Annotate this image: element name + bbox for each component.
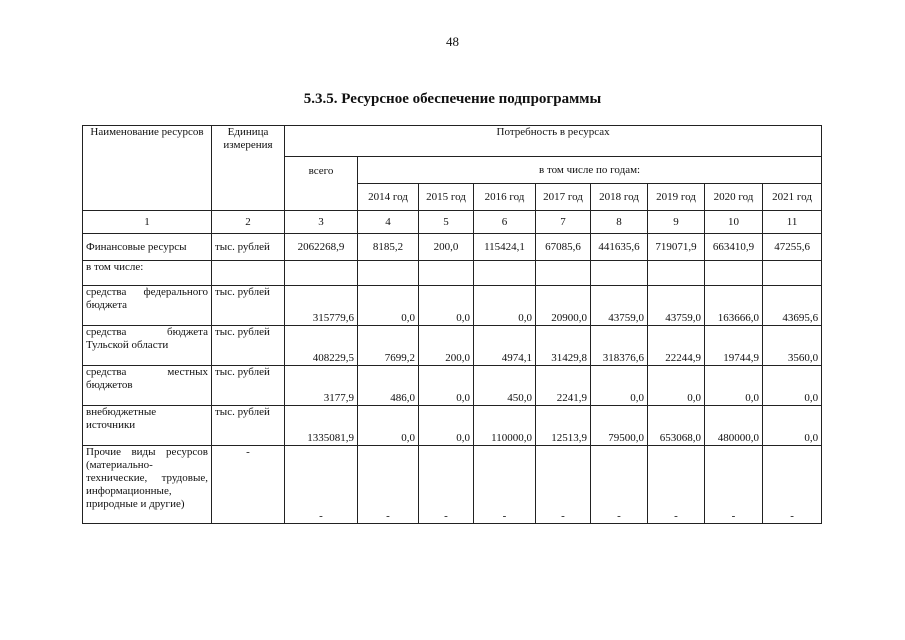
- cell-value: 47255,6: [763, 234, 822, 261]
- cell-value: 43695,6: [763, 286, 822, 326]
- header-year: 2017 год: [536, 184, 591, 211]
- cell-value: -: [705, 446, 763, 524]
- row-unit: тыс. рублей: [212, 286, 285, 326]
- row-unit: тыс. рублей: [212, 366, 285, 406]
- header-year: 2015 год: [419, 184, 474, 211]
- cell-value: 0,0: [419, 366, 474, 406]
- cell-value: 315779,6: [285, 286, 358, 326]
- cell-value: 719071,9: [648, 234, 705, 261]
- cell-value: 318376,6: [591, 326, 648, 366]
- cell-value: 0,0: [591, 366, 648, 406]
- cell-value: 110000,0: [474, 406, 536, 446]
- cell-value: 19744,9: [705, 326, 763, 366]
- cell-value: 2062268,9: [285, 234, 358, 261]
- row-unit: -: [212, 446, 285, 524]
- cell-value: 486,0: [358, 366, 419, 406]
- resource-table: [82, 125, 822, 524]
- table-row: [83, 234, 822, 261]
- cell-value: 3177,9: [285, 366, 358, 406]
- column-number: 9: [648, 211, 705, 234]
- cell-value: -: [474, 446, 536, 524]
- column-number: 10: [705, 211, 763, 234]
- cell-value: 0,0: [358, 406, 419, 446]
- cell-value: -: [648, 446, 705, 524]
- cell-value: 480000,0: [705, 406, 763, 446]
- header-need: Потребность в ресурсах: [285, 126, 822, 157]
- cell-value: 200,0: [419, 326, 474, 366]
- cell-value: 115424,1: [474, 234, 536, 261]
- cell-value: 163666,0: [705, 286, 763, 326]
- row-name: Финансовые ресурсы: [83, 234, 212, 261]
- column-number: 6: [474, 211, 536, 234]
- table-row: [83, 446, 822, 524]
- cell-value: 1335081,9: [285, 406, 358, 446]
- cell-value: 450,0: [474, 366, 536, 406]
- cell-value: 7699,2: [358, 326, 419, 366]
- cell-value: 200,0: [419, 234, 474, 261]
- section-title: 5.3.5. Ресурсное обеспечение подпрограммы: [303, 91, 602, 107]
- column-number-row: [83, 211, 822, 234]
- column-number: 5: [419, 211, 474, 234]
- cell-value: -: [419, 446, 474, 524]
- cell-value: 67085,6: [536, 234, 591, 261]
- row-name: средства федерального бюджета: [83, 286, 212, 326]
- page-number: 48: [446, 34, 459, 49]
- cell-value: 79500,0: [591, 406, 648, 446]
- cell-value: 0,0: [705, 366, 763, 406]
- cell-value: -: [591, 446, 648, 524]
- cell-value: 8185,2: [358, 234, 419, 261]
- header-by-years: в том числе по годам:: [358, 157, 822, 184]
- cell-value: 12513,9: [536, 406, 591, 446]
- header-resource-name: Наименование ресурсов: [83, 126, 212, 211]
- header-unit: Единица измерения: [212, 126, 285, 211]
- cell-value: -: [285, 446, 358, 524]
- column-number: 1: [83, 211, 212, 234]
- cell-value: 31429,8: [536, 326, 591, 366]
- cell-value: 0,0: [419, 286, 474, 326]
- cell-value: 0,0: [763, 406, 822, 446]
- cell-value: 0,0: [358, 286, 419, 326]
- row-name: Прочие виды ресурсов (материально-технические, трудовые, информационные, природные и другие): [83, 446, 212, 524]
- cell-value: 0,0: [474, 286, 536, 326]
- row-unit: тыс. рублей: [212, 234, 285, 261]
- cell-value: 43759,0: [591, 286, 648, 326]
- table-row: [83, 286, 822, 326]
- header-year: 2018 год: [591, 184, 648, 211]
- cell-value: 653068,0: [648, 406, 705, 446]
- table-row: [83, 366, 822, 406]
- row-name: в том числе:: [83, 261, 212, 286]
- column-number: 7: [536, 211, 591, 234]
- header-year: 2021 год: [763, 184, 822, 211]
- cell-value: 408229,5: [285, 326, 358, 366]
- cell-value: 3560,0: [763, 326, 822, 366]
- cell-value: -: [536, 446, 591, 524]
- cell-value: 43759,0: [648, 286, 705, 326]
- row-unit: тыс. рублей: [212, 326, 285, 366]
- column-number: 11: [763, 211, 822, 234]
- row-name: средства бюджета Тульской области: [83, 326, 212, 366]
- cell-value: 0,0: [648, 366, 705, 406]
- table-row: [83, 261, 822, 286]
- cell-value: -: [358, 446, 419, 524]
- header-year: 2016 год: [474, 184, 536, 211]
- cell-value: 663410,9: [705, 234, 763, 261]
- row-unit: тыс. рублей: [212, 406, 285, 446]
- row-name: внебюджетные источники: [83, 406, 212, 446]
- column-number: 8: [591, 211, 648, 234]
- header-total: всего: [285, 157, 358, 211]
- cell-value: 22244,9: [648, 326, 705, 366]
- cell-value: 441635,6: [591, 234, 648, 261]
- column-number: 3: [285, 211, 358, 234]
- header-year: 2019 год: [648, 184, 705, 211]
- cell-value: 4974,1: [474, 326, 536, 366]
- cell-value: 20900,0: [536, 286, 591, 326]
- column-number: 4: [358, 211, 419, 234]
- cell-value: 0,0: [763, 366, 822, 406]
- row-name: средства местных бюджетов: [83, 366, 212, 406]
- cell-value: 2241,9: [536, 366, 591, 406]
- table-row: [83, 406, 822, 446]
- header-year: 2020 год: [705, 184, 763, 211]
- header-year: 2014 год: [358, 184, 419, 211]
- cell-value: 0,0: [419, 406, 474, 446]
- column-number: 2: [212, 211, 285, 234]
- cell-value: -: [763, 446, 822, 524]
- table-row: [83, 326, 822, 366]
